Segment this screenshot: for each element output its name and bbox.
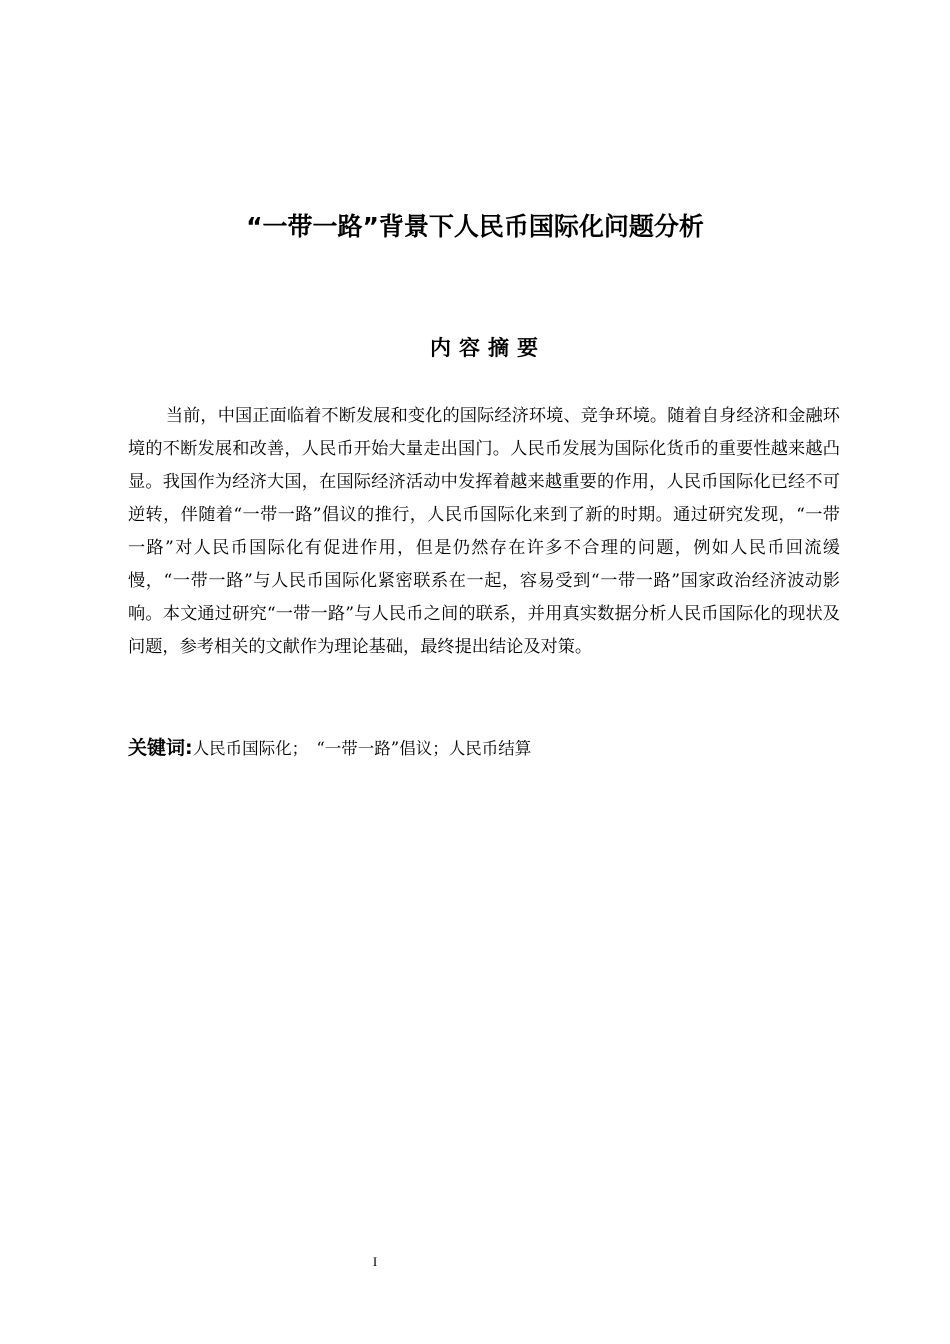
keywords-line [128,731,840,766]
abstract-paragraph: 当前，中国正面临着不断发展和变化的国际经济环境、竞争环境。随着自身经济和金融环境的不断发展和改善，人民币开始大量走出国门。人民币发展为国际化货币的重要性越来越凸显。我国作为经济大国，在国际经济活动中发挥着越来越重要的作用，人民币国际化已经不可逆转，伴随着“一带一路”倡议的推行，人民币国际化来到了新的时期。通过研究发现，“一带一路”对人民币国际化有促进作用，但是仍然存在许多不合理的问题，例如人民币回流缓慢，“一带一路”与人民币国际化紧密联系在一起，容易受到“一带一路”国家政治经济波动影响。本文通过研究“一带一路”与人民币之间的联系，并用真实数据分析人民币国际化的现状及问题，参考相关的文献作为理论基础，最终提出结论及对策。 [128,406,840,657]
keywords-label: 关键词: [128,737,193,759]
keywords-text: 人民币国际化； “一带一路”倡议；人民币结算 [192,739,532,758]
document-title: “一带一路”背景下人民币国际化问题分析 [246,212,704,241]
abstract-heading: 内容摘要 [430,336,546,360]
page-number: I [372,1254,378,1269]
